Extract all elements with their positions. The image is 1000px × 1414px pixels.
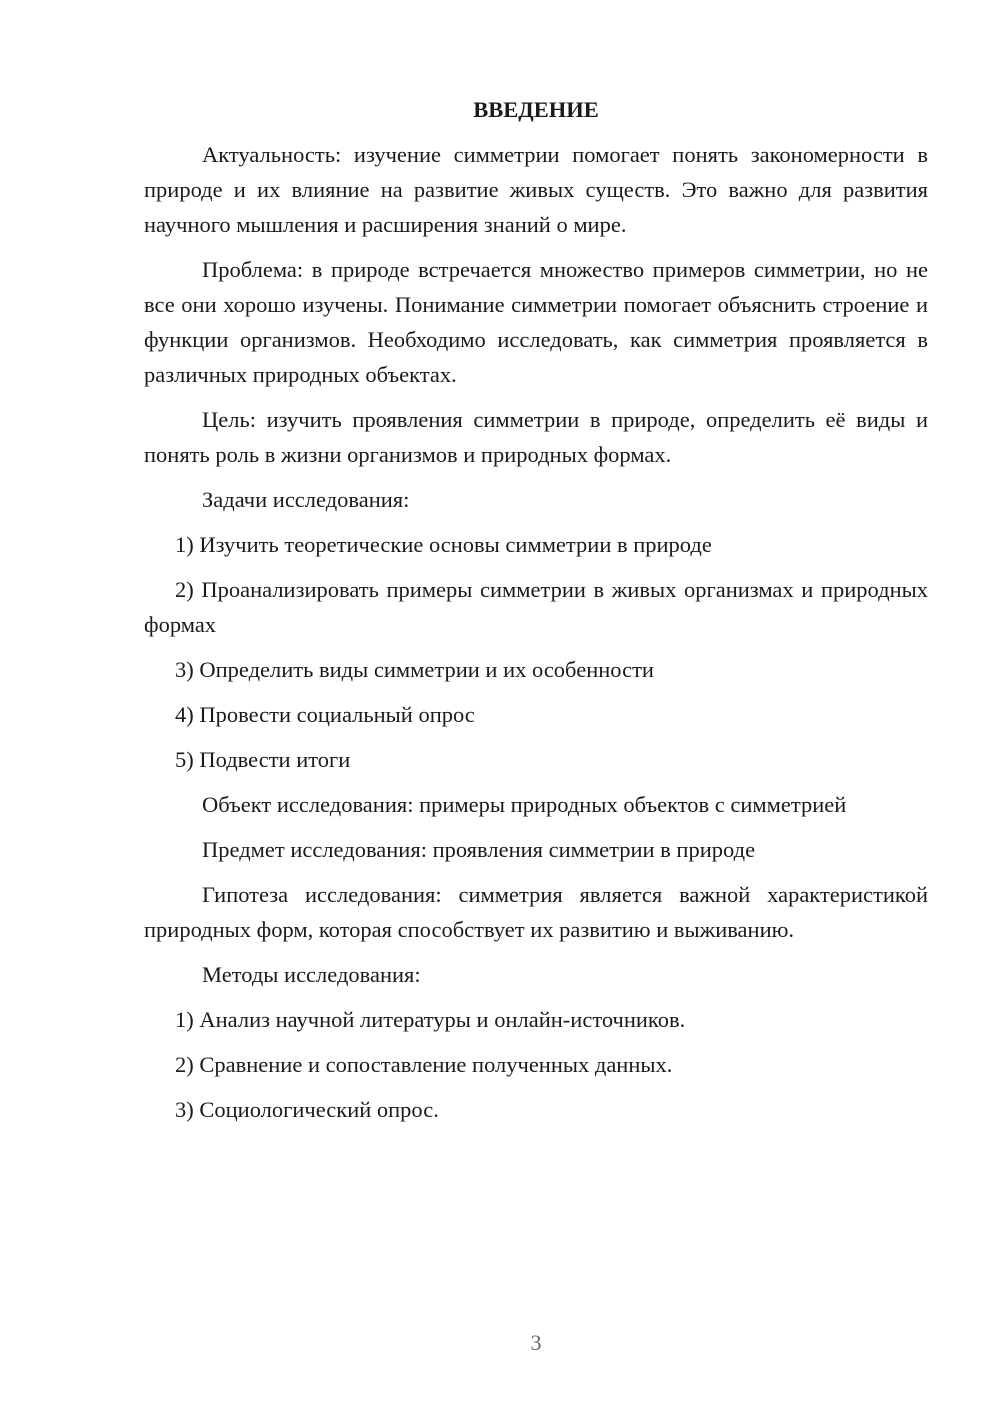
- task-item: 2) Проанализировать примеры симметрии в живых организмах и природных формах: [144, 577, 928, 637]
- method-item: 2) Сравнение и сопоставление полученных данных.: [175, 1052, 673, 1077]
- problem-paragraph: Проблема: в природе встречается множество примеров симметрии, но не все они хорошо изучены. Понимание симметрии помогает объяснить строение и функции организмов. Необходимо исследовать, как симметрия проявляется в различных природных объектах.: [144, 257, 928, 387]
- task-item: 3) Определить виды симметрии и их особенности: [175, 657, 654, 682]
- research-object: Объект исследования: примеры природных объектов с симметрией: [202, 792, 847, 817]
- relevance-paragraph: Актуальность: изучение симметрии помогает понять закономерности в природе и их влияние на развитие живых существ. Это важно для развития научного мышления и расширения знаний о мире.: [144, 142, 928, 237]
- page-title: ВВЕДЕНИЕ: [473, 97, 599, 122]
- method-item: 3) Социологический опрос.: [175, 1097, 439, 1122]
- methods-heading: Методы исследования:: [202, 962, 421, 987]
- document-page: [144, 92, 928, 1137]
- task-item: 5) Подвести итоги: [175, 747, 351, 772]
- task-item: 4) Провести социальный опрос: [175, 702, 475, 727]
- research-subject: Предмет исследования: проявления симметрии в природе: [202, 837, 756, 862]
- goal-paragraph: Цель: изучить проявления симметрии в природе, определить её виды и понять роль в жизни организмов и природных формах.: [144, 407, 928, 467]
- task-item: 1) Изучить теоретические основы симметрии в природе: [175, 532, 712, 557]
- tasks-heading: Задачи исследования:: [202, 487, 410, 512]
- hypothesis-paragraph: Гипотеза исследования: симметрия является важной характеристикой природных форм, которая способствует их развитию и выживанию.: [144, 882, 928, 942]
- method-item: 1) Анализ научной литературы и онлайн-источников.: [175, 1007, 686, 1032]
- page-number: 3: [530, 1330, 542, 1355]
